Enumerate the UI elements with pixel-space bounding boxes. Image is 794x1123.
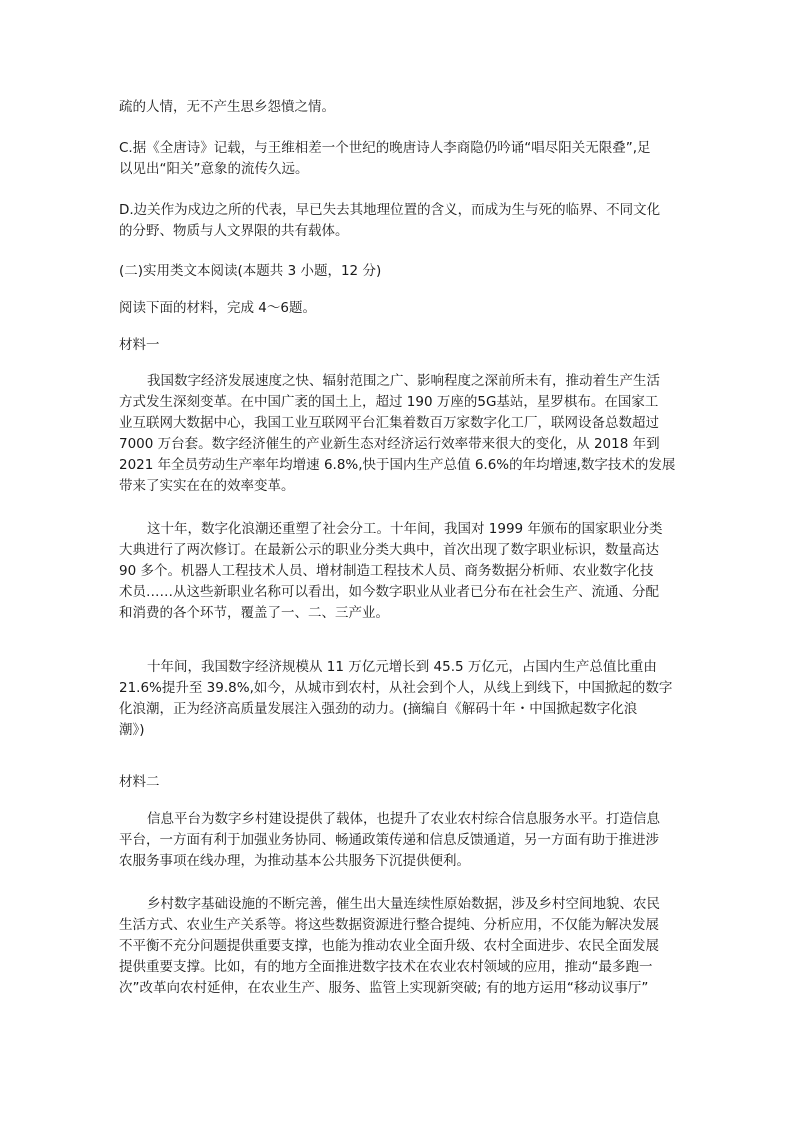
- material-1-paragraph-1: [119, 373, 677, 495]
- option-c-line-1: C.据《全唐诗》记载，与王维相差一个世纪的晚唐诗人李商隐仍吟诵“唱尽阳关无限叠”,足: [119, 140, 651, 156]
- paragraph-line: 这十年，数字化浪潮还重塑了社会分工。十年间，我国对 1999 年颁布的国家职业分类: [147, 521, 663, 537]
- option-d-line-1: D.边关作为戍边之所的代表，早已失去其地理位置的含义，而成为生与死的临界、不同文化: [119, 202, 661, 218]
- paragraph-line: 和消费的各个环节，覆盖了一、二、三产业。: [119, 605, 389, 621]
- instruction-text: 阅读下面的材料，完成 4～6题。: [119, 300, 316, 316]
- material-1-label: 材料一: [119, 337, 160, 353]
- paragraph-line: 业互联网大数据中心，我国工业互联网平台汇集着数百万家数字化工厂，联网设备总数超过: [119, 415, 659, 431]
- paragraph-line: 信息平台为数字乡村建设提供了载体，也提升了农业农村综合信息服务水平。打造信息: [147, 811, 660, 827]
- paragraph-line: 次”改革向农村延伸，在农业生产、服务、监管上实现新突破; 有的地方运用“移动议事厅”: [119, 980, 649, 996]
- option-c-line-2: 以见出“阳关”意象的流传久远。: [119, 161, 309, 177]
- paragraph-line: 生活方式、农业生产关系等。将这些数据资源进行整合提纯、分析应用，不仅能为解决发展: [119, 917, 659, 933]
- material-1-paragraph-3: [119, 659, 677, 739]
- paragraph-line: 我国数字经济发展速度之快、辐射范围之广、影响程度之深前所未有，推动着生产生活: [147, 373, 660, 389]
- material-2-paragraph-2: [119, 896, 677, 997]
- paragraph-line: 不平衡不充分问题提供重要支撑，也能为推动农业全面升级、农村全面进步、农民全面发展: [119, 938, 659, 954]
- paragraph-line: 术员……从这些新职业名称可以看出，如今数字职业从业者已分布在社会生产、流通、分配: [119, 584, 659, 600]
- paragraph-line: 农服务事项在线办理，为推动基本公共服务下沉提供便利。: [119, 853, 470, 869]
- paragraph-line: 7000 万台套。数字经济催生的产业新生态对经济运行效率带来很大的变化，从 2018 年到: [119, 436, 660, 452]
- paragraph-line: 化浪潮，正为经济高质量发展注入强劲的动力。(摘编自《解码十年・中国掀起数字化浪: [119, 701, 638, 717]
- paragraph-line: 带来了实实在在的效率变革。: [119, 478, 295, 494]
- paragraph-line: 十年间，我国数字经济规模从 11 万亿元增长到 45.5 万亿元，占国内生产总值比重由: [147, 659, 657, 675]
- section-heading: (二)实用类文本阅读(本题共 3 小题，12 分): [119, 263, 382, 279]
- material-2-label: 材料二: [119, 774, 160, 790]
- material-2-paragraph-1: [119, 811, 677, 870]
- paragraph-line: 潮》): [119, 722, 145, 738]
- material-1-paragraph-2: [119, 521, 677, 622]
- paragraph-line: 乡村数字基础设施的不断完善，催生出大量连续性原始数据，涉及乡村空间地貌、农民: [147, 896, 660, 912]
- paragraph-line: 方式发生深刻变革。在中国广袤的国土上，超过 190 万座的5G基站，星罗棋布。在国家工: [119, 394, 659, 410]
- option-d-line-2: 的分野、物质与人文界限的共有载体。: [119, 223, 349, 239]
- paragraph-line: 大典进行了两次修订。在最新公示的职业分类大典中，首次出现了数字职业标识，数量高达: [119, 542, 659, 558]
- option-b-continuation: 疏的人情，无不产生思乡怨憤之情。: [119, 99, 335, 115]
- paragraph-line: 2021 年全员劳动生产率年均增速 6.8%,快于国内生产总值 6.6%的年均增速,数字技术的发展: [119, 457, 676, 473]
- paragraph-line: 21.6%提升至 39.8%,如今，从城市到农村，从社会到个人，从线上到线下，中国掀起的数字: [119, 680, 673, 696]
- paragraph-line: 提供重要支撑。比如，有的地方全面推进数字技术在农业农村领域的应用，推动“最多跑一: [119, 959, 653, 975]
- paragraph-line: 90 多个。机器人工程技术人员、增材制造工程技术人员、商务数据分析师、农业数字化技: [119, 563, 654, 579]
- paragraph-line: 平台，一方面有利于加强业务协同、畅通政策传递和信息反馈通道，另一方面有助于推进涉: [119, 832, 659, 848]
